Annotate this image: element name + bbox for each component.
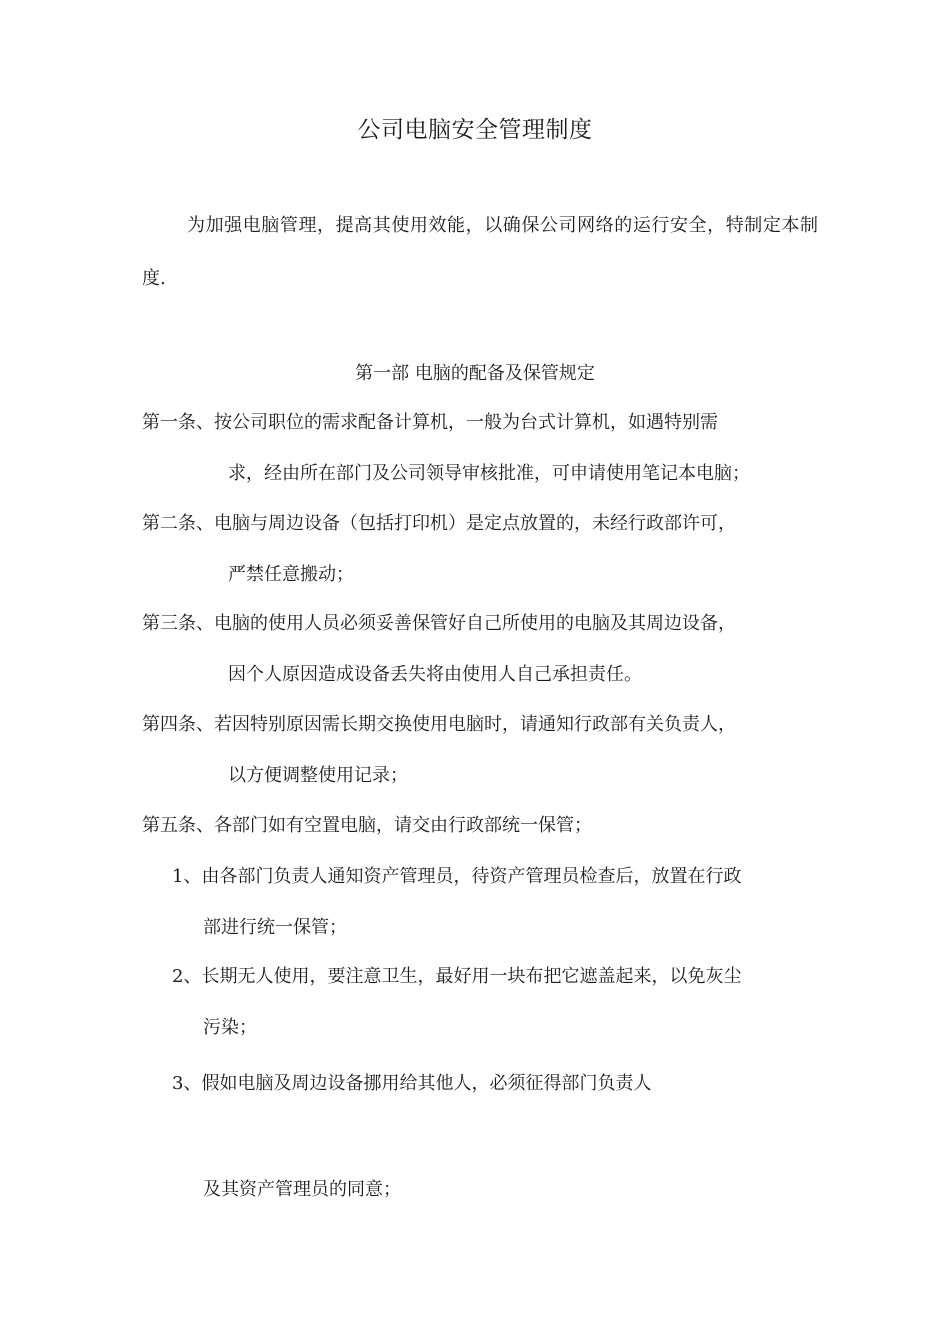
intro-paragraph: 为加强电脑管理，提高其使用效能，以确保公司网络的运行安全，特制定本制度. bbox=[142, 215, 818, 289]
article-3-line2: 因个人原因造成设备丢失将由使用人自己承担责任。 bbox=[228, 664, 642, 685]
list-item-1 bbox=[172, 851, 818, 953]
list-item-3 bbox=[172, 1058, 818, 1109]
article-4 bbox=[142, 699, 818, 801]
list-item-3-continuation: 及其资产管理员的同意； bbox=[203, 1179, 401, 1200]
article-1 bbox=[142, 397, 818, 499]
article-3-line1: 第三条、电脑的使用人员必须妥善保管好自己所使用的电脑及其周边设备， bbox=[142, 613, 736, 634]
list-item-2-line2: 污染； bbox=[203, 1017, 257, 1038]
article-2-line1: 第二条、电脑与周边设备（包括打印机）是定点放置的，未经行政部许可， bbox=[142, 513, 736, 534]
list-item-3-line1: 3、假如电脑及周边设备挪用给其他人，必须征得部门负责人 bbox=[172, 1073, 652, 1094]
article-2-line2: 严禁任意搬动； bbox=[228, 564, 354, 585]
article-4-line2: 以方便调整使用记录； bbox=[228, 765, 408, 786]
article-1-line2: 求，经由所在部门及公司领导审核批准，可申请使用笔记本电脑； bbox=[228, 463, 750, 484]
list-item-2-line1: 2、长期无人使用，要注意卫生，最好用一块布把它遮盖起来，以免灰尘 bbox=[172, 966, 742, 987]
article-4-line1: 第四条、若因特别原因需长期交换使用电脑时，请通知行政部有关负责人， bbox=[142, 714, 736, 735]
list-item-2 bbox=[172, 951, 818, 1053]
list-item-1-line2: 部进行统一保管； bbox=[203, 917, 347, 938]
article-5 bbox=[142, 800, 818, 851]
article-5-line1: 第五条、各部门如有空置电脑，请交由行政部统一保管； bbox=[142, 815, 592, 836]
article-1-line1: 第一条、按公司职位的需求配备计算机，一般为台式计算机，如遇特别需 bbox=[142, 412, 718, 433]
article-3 bbox=[142, 598, 818, 700]
list-item-1-line1: 1、由各部门负责人通知资产管理员，待资产管理员检查后，放置在行政 bbox=[172, 866, 742, 887]
document-title: 公司电脑安全管理制度 bbox=[357, 117, 593, 143]
section-heading: 第一部 电脑的配备及保管规定 bbox=[355, 363, 595, 384]
article-2 bbox=[142, 498, 818, 600]
